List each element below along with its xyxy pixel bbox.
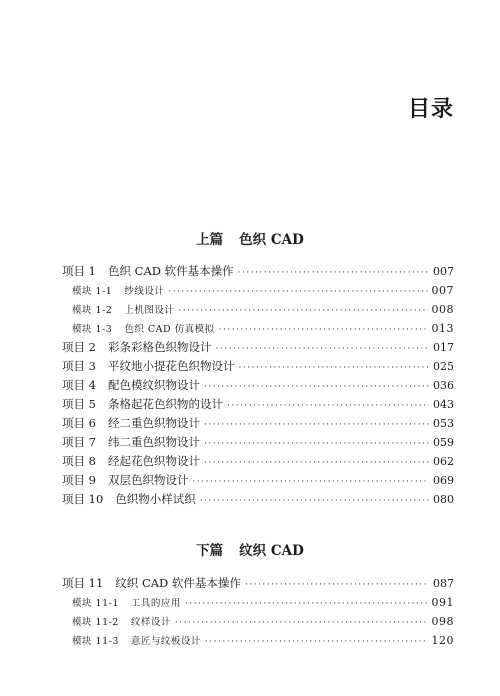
entry-page-number: 036 <box>433 379 454 392</box>
leader-dots <box>245 576 429 595</box>
entry-page-number: 053 <box>433 417 454 430</box>
leader-dots <box>205 633 428 652</box>
toc-project-entry[interactable] <box>62 395 454 414</box>
entry-page-number: 013 <box>431 322 454 335</box>
entry-title: 平纹地小提花色织物设计 <box>107 359 235 373</box>
toc-module-entry[interactable] <box>62 319 454 338</box>
toc-project-entry[interactable] <box>62 376 454 395</box>
page-title: 目录 <box>407 97 454 122</box>
entry-label <box>72 594 181 613</box>
leader-dots <box>204 454 429 473</box>
entry-title: 意匠与纹板设计 <box>130 636 201 647</box>
toc-upper <box>62 262 454 509</box>
entry-number: 项目 2 <box>62 340 96 354</box>
entry-number: 项目 5 <box>62 397 96 411</box>
leader-dots <box>204 416 429 435</box>
entry-label <box>62 471 188 490</box>
leader-dots <box>215 340 429 359</box>
part-subject: 色织 CAD <box>239 232 304 248</box>
entry-page-number: 062 <box>433 455 454 468</box>
entry-title: 条格起花色织物的设计 <box>107 397 223 411</box>
entry-page-number: 087 <box>433 577 454 590</box>
leader-dots <box>192 473 429 492</box>
entry-number: 项目 8 <box>62 454 96 468</box>
part-heading-upper <box>0 228 500 248</box>
toc-module-entry[interactable] <box>62 281 454 300</box>
part-heading-lower <box>0 539 500 559</box>
part-label: 下篇 <box>196 543 224 559</box>
toc-module-entry[interactable] <box>62 593 454 612</box>
entry-number: 项目 9 <box>62 473 96 487</box>
entry-number: 模块 11-2 <box>72 617 119 628</box>
toc-module-entry[interactable] <box>62 300 454 319</box>
part-subject: 纹织 CAD <box>239 543 304 559</box>
entry-label <box>72 320 215 339</box>
entry-title: 纬二重色织物设计 <box>107 435 200 449</box>
toc-project-entry[interactable] <box>62 414 454 433</box>
entry-number: 项目 4 <box>62 378 96 392</box>
entry-page-number: 069 <box>433 474 454 487</box>
part-label: 上篇 <box>196 232 224 248</box>
entry-label <box>62 262 234 281</box>
entry-title: 彩条彩格色织物设计 <box>107 340 212 354</box>
entry-page-number: 007 <box>433 265 454 278</box>
entry-title: 经二重色织物设计 <box>107 416 200 430</box>
toc-project-entry[interactable] <box>62 452 454 471</box>
entry-page-number: 091 <box>431 596 454 609</box>
leader-dots <box>238 359 429 378</box>
leader-dots <box>238 264 429 283</box>
leader-dots <box>227 397 429 416</box>
leader-dots <box>219 321 428 340</box>
entry-label <box>62 452 200 471</box>
entry-number: 模块 11-1 <box>72 598 119 609</box>
entry-title: 纱线设计 <box>124 286 165 297</box>
entry-label <box>62 574 241 593</box>
entry-number: 项目 11 <box>62 576 104 590</box>
entry-number: 模块 1-1 <box>72 286 113 297</box>
entry-title: 纹织 CAD 软件基本操作 <box>115 576 241 590</box>
leader-dots <box>168 283 427 302</box>
entry-page-number: 080 <box>433 493 454 506</box>
entry-label <box>72 282 164 301</box>
entry-number: 模块 1-3 <box>72 324 113 335</box>
entry-page-number: 043 <box>433 398 454 411</box>
entry-title: 色织物小样试织 <box>115 492 196 506</box>
entry-title: 双层色织物设计 <box>107 473 189 487</box>
entry-title: 工具的应用 <box>130 598 181 609</box>
entry-title: 纹样设计 <box>130 617 171 628</box>
entry-label <box>62 395 223 414</box>
entry-label <box>62 376 200 395</box>
leader-dots <box>204 378 429 397</box>
entry-page-number: 008 <box>431 303 454 316</box>
entry-label <box>62 338 211 357</box>
toc-module-entry[interactable] <box>62 612 454 631</box>
leader-dots <box>175 614 428 633</box>
toc-project-entry[interactable] <box>62 357 454 376</box>
entry-title: 经起花色织物设计 <box>107 454 200 468</box>
toc-project-entry[interactable] <box>62 338 454 357</box>
entry-title: 上机图设计 <box>124 305 175 316</box>
entry-page-number: 017 <box>433 341 454 354</box>
entry-page-number: 007 <box>431 284 454 297</box>
entry-number: 项目 10 <box>62 492 104 506</box>
toc-project-entry[interactable] <box>62 490 454 509</box>
entry-page-number: 025 <box>433 360 454 373</box>
leader-dots <box>178 302 427 321</box>
toc-project-entry[interactable] <box>62 433 454 452</box>
entry-label <box>62 357 234 376</box>
toc-project-entry[interactable] <box>62 574 454 593</box>
entry-page-number: 120 <box>431 634 454 647</box>
entry-label <box>72 632 201 651</box>
entry-label <box>72 301 174 320</box>
entry-number: 模块 1-2 <box>72 305 113 316</box>
entry-label <box>72 613 171 632</box>
toc-project-entry[interactable] <box>62 262 454 281</box>
entry-page-number: 098 <box>431 615 454 628</box>
entry-page-number: 059 <box>433 436 454 449</box>
entry-number: 项目 7 <box>62 435 96 449</box>
entry-number: 项目 3 <box>62 359 96 373</box>
entry-label <box>62 490 196 509</box>
leader-dots <box>200 492 429 511</box>
entry-number: 项目 6 <box>62 416 96 430</box>
entry-number: 项目 1 <box>62 264 96 278</box>
toc-module-entry[interactable] <box>62 631 454 650</box>
entry-label <box>62 414 200 433</box>
entry-label <box>62 433 200 452</box>
toc-lower <box>62 574 454 650</box>
entry-title: 色织 CAD 仿真模拟 <box>124 324 215 335</box>
entry-title: 色织 CAD 软件基本操作 <box>107 264 234 278</box>
leader-dots <box>204 435 429 454</box>
entry-title: 配色模纹织物设计 <box>107 378 200 392</box>
leader-dots <box>185 595 428 614</box>
entry-number: 模块 11-3 <box>72 636 119 647</box>
toc-project-entry[interactable] <box>62 471 454 490</box>
